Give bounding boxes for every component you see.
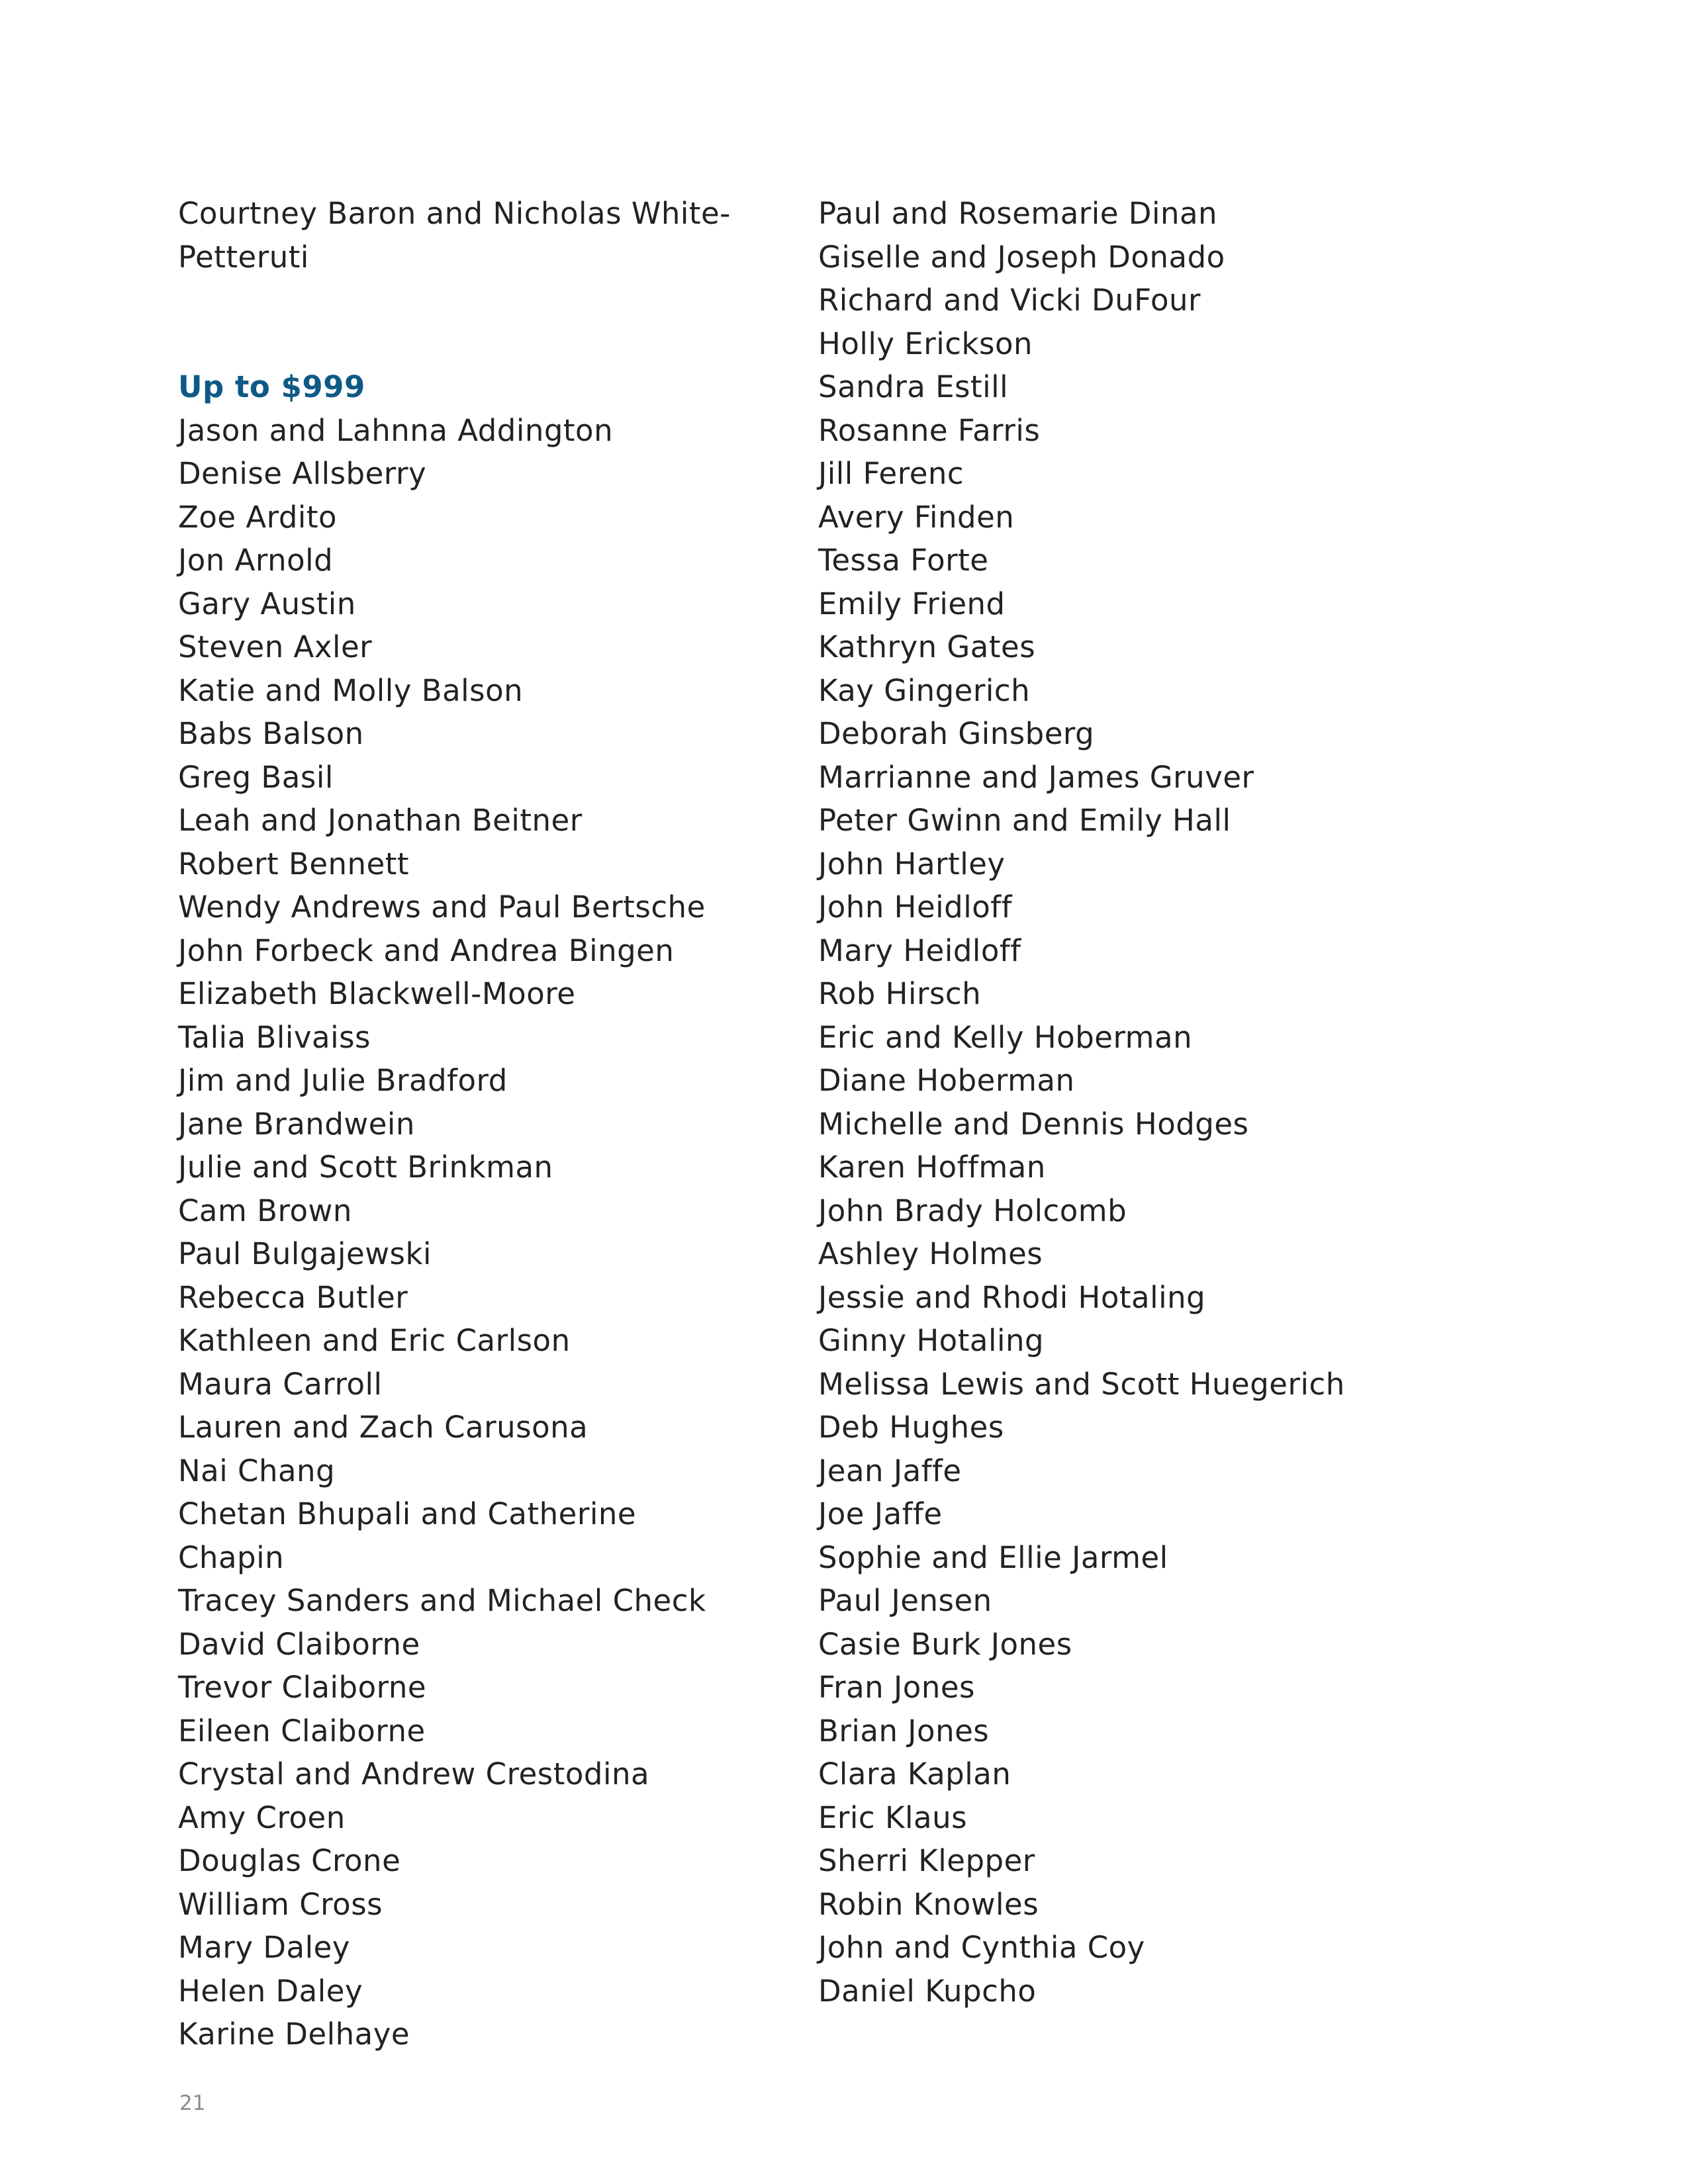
donor-name: Sandra Estill — [818, 369, 1009, 404]
donor-name: Helen Daley — [178, 1973, 363, 2009]
donor-name: Jill Ferenc — [818, 456, 964, 491]
donor-name: Paul Jensen — [818, 1583, 992, 1618]
donor-name: Jane Brandwein — [178, 1106, 415, 1142]
donor-name: Eric and Kelly Hoberman — [818, 1019, 1193, 1055]
donor-name: Mary Daley — [178, 1930, 350, 1965]
donor-name: Brian Jones — [818, 1713, 990, 1749]
donor-name: John Forbeck and Andrea Bingen — [178, 933, 675, 968]
donor-name: Crystal and Andrew Crestodina — [178, 1756, 650, 1792]
donor-name: Rebecca Butler — [178, 1279, 408, 1315]
donor-name: Wendy Andrews and Paul Bertsche — [178, 889, 706, 925]
donor-name: Chapin — [178, 1539, 285, 1575]
donor-name: Julie and Scott Brinkman — [178, 1150, 553, 1185]
donor-name: Kathleen and Eric Carlson — [178, 1323, 571, 1358]
donor-name: Rob Hirsch — [818, 976, 982, 1011]
donor-name: Katie and Molly Balson — [178, 672, 524, 708]
donor-name: Maura Carroll — [178, 1366, 383, 1402]
donor-name: Cam Brown — [178, 1193, 352, 1228]
donor-name: Clara Kaplan — [818, 1756, 1011, 1792]
donor-name: Robert Bennett — [178, 846, 410, 882]
intro-names — [178, 192, 774, 279]
donor-name: Tracey Sanders and Michael Check — [178, 1583, 706, 1618]
donor-name: Steven Axler — [178, 629, 373, 664]
donor-name: John Brady Holcomb — [818, 1193, 1127, 1228]
donor-name: John Heidloff — [818, 889, 1012, 925]
donor-name: Trevor Claiborne — [178, 1670, 427, 1705]
donor-list-right — [818, 192, 1546, 2013]
donor-name: Chetan Bhupali and Catherine — [178, 1496, 637, 1531]
donor-name: Zoe Ardito — [178, 499, 338, 535]
donor-name: Deb Hughes — [818, 1410, 1004, 1445]
donor-name: Daniel Kupcho — [818, 1973, 1037, 2009]
donor-name: Jon Arnold — [178, 543, 334, 578]
donor-name: Joe Jaffe — [818, 1496, 943, 1531]
intro-name-line: Petteruti — [178, 239, 309, 275]
donor-name: Robin Knowles — [818, 1886, 1039, 1922]
donor-name: Ashley Holmes — [818, 1236, 1043, 1271]
donor-name: Jim and Julie Bradford — [178, 1063, 508, 1098]
donor-name: Talia Blivaiss — [178, 1019, 371, 1055]
donor-name: Kay Gingerich — [818, 672, 1031, 708]
donor-name: Jason and Lahnna Addington — [178, 412, 614, 448]
donor-name: Paul Bulgajewski — [178, 1236, 432, 1271]
donor-name: Lauren and Zach Carusona — [178, 1410, 588, 1445]
donor-name: Paul and Rosemarie Dinan — [818, 196, 1218, 231]
donor-name: Karine Delhaye — [178, 2017, 410, 2052]
donor-name: Babs Balson — [178, 716, 364, 751]
donor-name: Rosanne Farris — [818, 412, 1041, 448]
donor-name: Eileen Claiborne — [178, 1713, 426, 1749]
donor-name: Emily Friend — [818, 586, 1006, 621]
left-column — [178, 192, 774, 2056]
donor-name: Tessa Forte — [818, 543, 989, 578]
donor-name: Amy Croen — [178, 1799, 346, 1835]
page-number: 21 — [179, 2091, 206, 2115]
donor-name: David Claiborne — [178, 1626, 420, 1662]
donor-name: Kathryn Gates — [818, 629, 1036, 664]
donor-name: Avery Finden — [818, 499, 1015, 535]
donor-name: Sherri Klepper — [818, 1843, 1035, 1878]
donor-name: Melissa Lewis and Scott Huegerich — [818, 1366, 1345, 1402]
donor-name: Diane Hoberman — [818, 1063, 1075, 1098]
donor-name: Jean Jaffe — [818, 1453, 962, 1488]
right-column — [818, 192, 1546, 2013]
donor-name: Mary Heidloff — [818, 933, 1021, 968]
donor-name: Nai Chang — [178, 1453, 336, 1488]
donor-name: Casie Burk Jones — [818, 1626, 1072, 1662]
donor-name: Giselle and Joseph Donado — [818, 239, 1225, 275]
donor-name: Gary Austin — [178, 586, 356, 621]
donor-name: Deborah Ginsberg — [818, 716, 1095, 751]
donor-name: Jessie and Rhodi Hotaling — [818, 1279, 1206, 1315]
donor-name: Michelle and Dennis Hodges — [818, 1106, 1249, 1142]
donor-name: John Hartley — [818, 846, 1006, 882]
section-spacer — [178, 279, 774, 365]
donor-name: Holly Erickson — [818, 326, 1033, 361]
donor-name: Douglas Crone — [178, 1843, 401, 1878]
donor-name: Eric Klaus — [818, 1799, 968, 1835]
donor-name: Sophie and Ellie Jarmel — [818, 1539, 1168, 1575]
donor-name: Peter Gwinn and Emily Hall — [818, 803, 1231, 838]
intro-name-line: Courtney Baron and Nicholas White- — [178, 196, 731, 231]
donor-name: Elizabeth Blackwell-Moore — [178, 976, 576, 1011]
donor-name: Fran Jones — [818, 1670, 975, 1705]
donor-name: William Cross — [178, 1886, 383, 1922]
donor-list-left — [178, 409, 774, 2056]
donor-name: Greg Basil — [178, 759, 334, 795]
donor-name: Richard and Vicki DuFour — [818, 283, 1201, 318]
donor-name: Leah and Jonathan Beitner — [178, 803, 583, 838]
donor-name: Marrianne and James Gruver — [818, 759, 1254, 795]
section-heading: Up to $999 — [178, 369, 365, 404]
donor-name: Ginny Hotaling — [818, 1323, 1045, 1358]
donor-name: Denise Allsberry — [178, 456, 427, 491]
donor-name: Karen Hoffman — [818, 1150, 1046, 1185]
donor-name: John and Cynthia Coy — [818, 1930, 1145, 1965]
